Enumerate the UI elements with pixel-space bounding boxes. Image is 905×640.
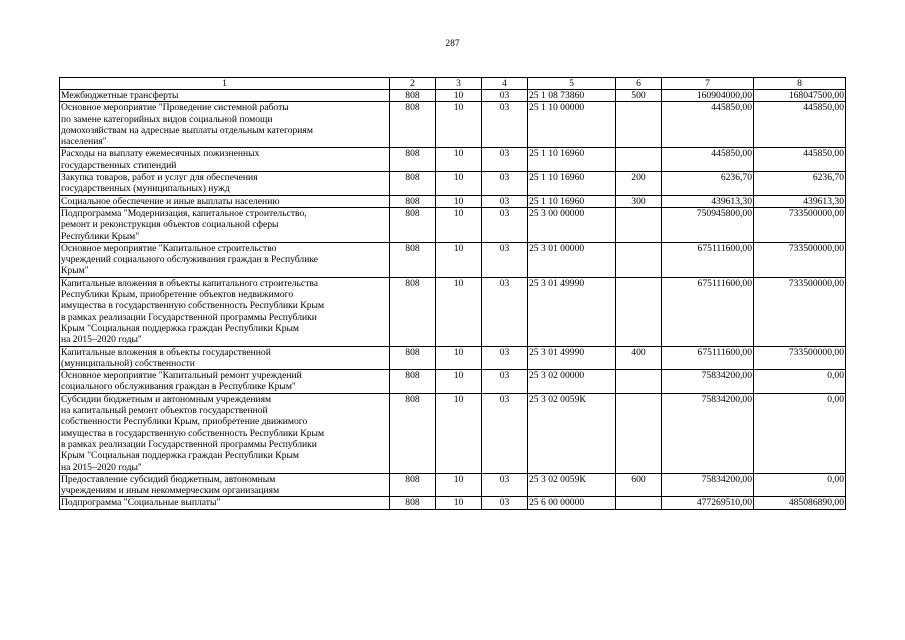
section-code: 10 — [436, 393, 482, 473]
column-header: 2 — [390, 78, 436, 90]
target-article-code: 25 3 02 0059К — [528, 473, 616, 497]
row-name: Предоставление субсидий бюджетным, автономным учреждениям и иным некоммерческим организациям — [60, 473, 390, 497]
table-row — [60, 393, 846, 473]
row-name: Расходы на выплату ежемесячных пожизненных государственных стипендий — [60, 148, 390, 172]
amount-col7: 477269510,00 — [662, 497, 754, 509]
amount-col8: 0,00 — [754, 473, 846, 497]
amount-col8: 0,00 — [754, 393, 846, 473]
table-row — [60, 195, 846, 207]
table-body — [60, 90, 846, 510]
table-row — [60, 473, 846, 497]
target-article-code: 25 3 01 49990 — [528, 277, 616, 346]
table-row — [60, 242, 846, 277]
subsection-code: 03 — [482, 473, 528, 497]
amount-col8: 733500000,00 — [754, 207, 846, 242]
target-article-code: 25 1 10 16960 — [528, 148, 616, 172]
amount-col8: 445850,00 — [754, 148, 846, 172]
amount-col8: 733500000,00 — [754, 346, 846, 370]
row-name: Подпрограмма "Социальные выплаты" — [60, 497, 390, 509]
table-row — [60, 346, 846, 370]
table-row — [60, 148, 846, 172]
row-name: Межбюджетные трансферты — [60, 90, 390, 102]
ministry-code: 808 — [390, 346, 436, 370]
table-row — [60, 90, 846, 102]
expense-type-code — [616, 148, 662, 172]
expense-type-code — [616, 242, 662, 277]
target-article-code: 25 3 02 00000 — [528, 370, 616, 394]
target-article-code: 25 1 10 00000 — [528, 102, 616, 148]
section-code: 10 — [436, 497, 482, 509]
subsection-code: 03 — [482, 497, 528, 509]
section-code: 10 — [436, 102, 482, 148]
amount-col7: 675111600,00 — [662, 277, 754, 346]
expense-type-code — [616, 393, 662, 473]
expense-type-code — [616, 207, 662, 242]
amount-col7: 439613,30 — [662, 195, 754, 207]
subsection-code: 03 — [482, 90, 528, 102]
amount-col7: 6236,70 — [662, 172, 754, 196]
row-name: Капитальные вложения в объекты капитального строительства Республики Крым, приобретение объектов недвижимого имущества в государственную собственность Республики Крым в рамках реализации Государственной программы Республики Крым "Социальная поддержка граждан Республики Крым на 2015–2020 годы" — [60, 277, 390, 346]
expense-type-code: 200 — [616, 172, 662, 196]
expense-type-code — [616, 102, 662, 148]
subsection-code: 03 — [482, 148, 528, 172]
section-code: 10 — [436, 370, 482, 394]
target-article-code: 25 3 02 0059К — [528, 393, 616, 473]
table-row — [60, 277, 846, 346]
subsection-code: 03 — [482, 370, 528, 394]
amount-col8: 168047500,00 — [754, 90, 846, 102]
subsection-code: 03 — [482, 277, 528, 346]
subsection-code: 03 — [482, 207, 528, 242]
amount-col7: 675111600,00 — [662, 346, 754, 370]
row-name: Капитальные вложения в объекты государственной (муниципальной) собственности — [60, 346, 390, 370]
target-article-code: 25 3 00 00000 — [528, 207, 616, 242]
target-article-code: 25 3 01 00000 — [528, 242, 616, 277]
amount-col7: 160904000,00 — [662, 90, 754, 102]
table-row — [60, 102, 846, 148]
ministry-code: 808 — [390, 497, 436, 509]
ministry-code: 808 — [390, 90, 436, 102]
amount-col8: 485086890,00 — [754, 497, 846, 509]
table-row — [60, 172, 846, 196]
expense-type-code — [616, 370, 662, 394]
ministry-code: 808 — [390, 242, 436, 277]
ministry-code: 808 — [390, 370, 436, 394]
column-header: 7 — [662, 78, 754, 90]
row-name: Основное мероприятие "Капитальное строительство учреждений социального обслуживания граждан в Республике Крым" — [60, 242, 390, 277]
row-name: Закупка товаров, работ и услуг для обеспечения государственных (муниципальных) нужд — [60, 172, 390, 196]
expense-type-code: 500 — [616, 90, 662, 102]
target-article-code: 25 3 01 49990 — [528, 346, 616, 370]
section-code: 10 — [436, 148, 482, 172]
subsection-code: 03 — [482, 195, 528, 207]
amount-col7: 75834200,00 — [662, 370, 754, 394]
ministry-code: 808 — [390, 102, 436, 148]
section-code: 10 — [436, 207, 482, 242]
section-code: 10 — [436, 90, 482, 102]
amount-col7: 675111600,00 — [662, 242, 754, 277]
amount-col7: 445850,00 — [662, 102, 754, 148]
amount-col7: 75834200,00 — [662, 393, 754, 473]
amount-col8: 733500000,00 — [754, 242, 846, 277]
ministry-code: 808 — [390, 393, 436, 473]
row-name: Субсидии бюджетным и автономным учреждениям на капитальный ремонт объектов государственной собственности Республики Крым, приобретение движимого имущества в государственную собственность Республики Крым в рамках реализации Государственной программы Республики Крым "Социальная поддержка граждан Республики Крым на 2015–2020 годы" — [60, 393, 390, 473]
column-header: 4 — [482, 78, 528, 90]
expense-type-code — [616, 497, 662, 509]
section-code: 10 — [436, 242, 482, 277]
ministry-code: 808 — [390, 277, 436, 346]
subsection-code: 03 — [482, 102, 528, 148]
expense-type-code: 600 — [616, 473, 662, 497]
amount-col8: 439613,30 — [754, 195, 846, 207]
subsection-code: 03 — [482, 242, 528, 277]
ministry-code: 808 — [390, 207, 436, 242]
ministry-code: 808 — [390, 172, 436, 196]
section-code: 10 — [436, 277, 482, 346]
amount-col7: 75834200,00 — [662, 473, 754, 497]
section-code: 10 — [436, 346, 482, 370]
row-name: Основное мероприятие "Проведение системной работы по замене категорийных видов социальной помощи домохозяйствам на адресные выплаты отдельным категориям населения" — [60, 102, 390, 148]
ministry-code: 808 — [390, 473, 436, 497]
expense-type-code: 300 — [616, 195, 662, 207]
expense-type-code — [616, 277, 662, 346]
amount-col7: 750945800,00 — [662, 207, 754, 242]
column-header: 8 — [754, 78, 846, 90]
row-name: Основное мероприятие "Капитальный ремонт учреждений социального обслуживания граждан в Республике Крым" — [60, 370, 390, 394]
budget-table — [59, 77, 846, 510]
target-article-code: 25 1 10 16960 — [528, 172, 616, 196]
section-code: 10 — [436, 195, 482, 207]
subsection-code: 03 — [482, 346, 528, 370]
target-article-code: 25 1 10 16960 — [528, 195, 616, 207]
table-row — [60, 370, 846, 394]
subsection-code: 03 — [482, 393, 528, 473]
row-name: Социальное обеспечение и иные выплаты населению — [60, 195, 390, 207]
ministry-code: 808 — [390, 195, 436, 207]
subsection-code: 03 — [482, 172, 528, 196]
target-article-code: 25 1 08 73860 — [528, 90, 616, 102]
table-row — [60, 207, 846, 242]
amount-col8: 445850,00 — [754, 102, 846, 148]
amount-col8: 0,00 — [754, 370, 846, 394]
amount-col8: 6236,70 — [754, 172, 846, 196]
page-number: 287 — [445, 39, 460, 49]
amount-col7: 445850,00 — [662, 148, 754, 172]
column-header: 3 — [436, 78, 482, 90]
table-header-row — [60, 78, 846, 90]
target-article-code: 25 6 00 00000 — [528, 497, 616, 509]
amount-col8: 733500000,00 — [754, 277, 846, 346]
section-code: 10 — [436, 473, 482, 497]
row-name: Подпрограмма "Модернизация, капитальное строительство, ремонт и реконструкция объектов социальной сферы Республики Крым" — [60, 207, 390, 242]
column-header: 5 — [528, 78, 616, 90]
column-header: 6 — [616, 78, 662, 90]
section-code: 10 — [436, 172, 482, 196]
table-row — [60, 497, 846, 509]
expense-type-code: 400 — [616, 346, 662, 370]
column-header: 1 — [60, 78, 390, 90]
ministry-code: 808 — [390, 148, 436, 172]
